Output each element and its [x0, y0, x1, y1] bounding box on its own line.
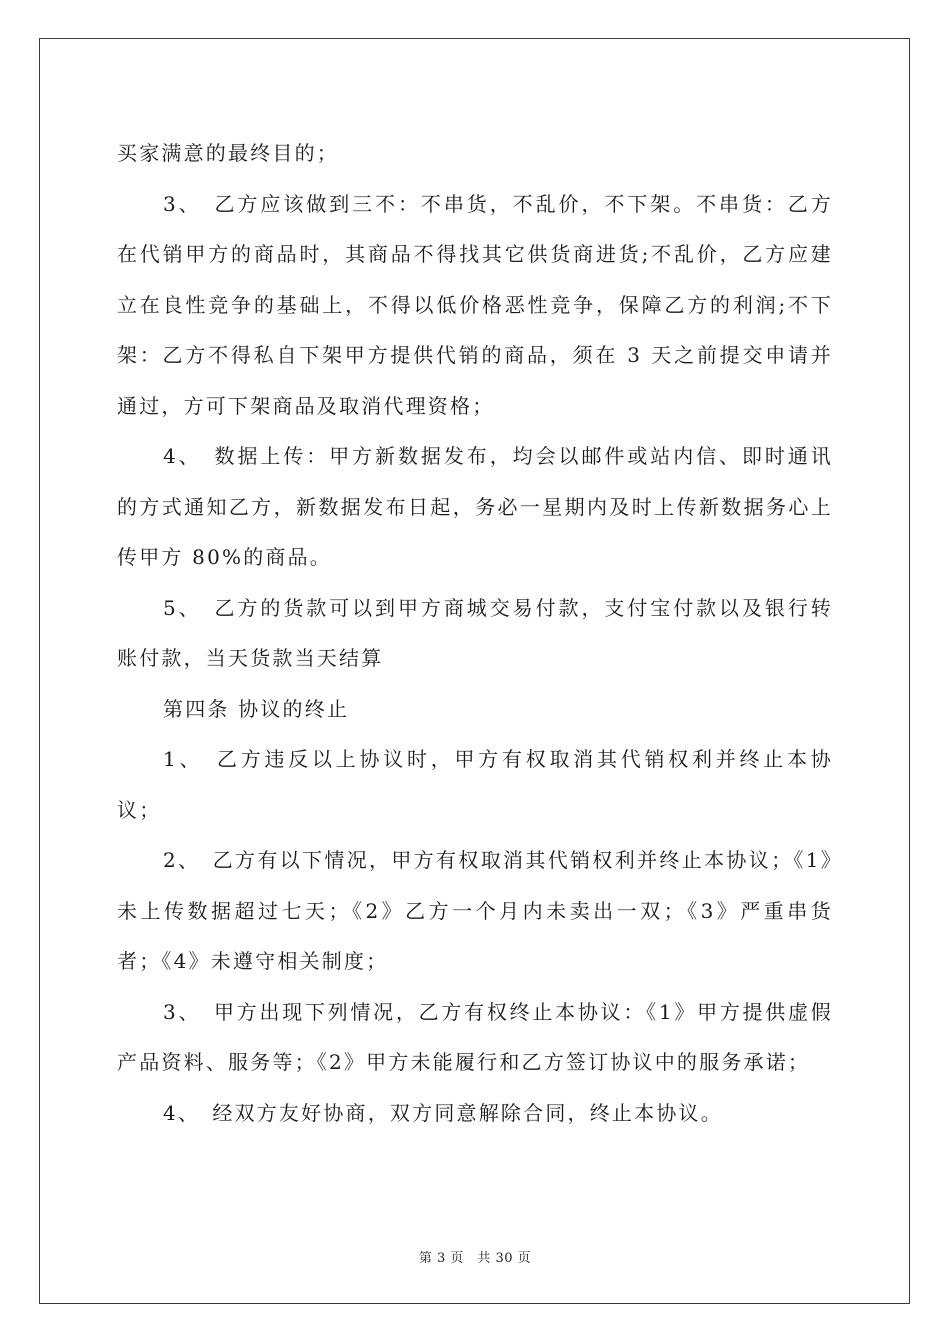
- paragraph: 5、 乙方的货款可以到甲方商城交易付款，支付宝付款以及银行转账付款，当天货款当天结算: [117, 595, 833, 670]
- document-body: [117, 128, 833, 1138]
- paragraph: 3、 乙方应该做到三不：不串货，不乱价，不下架。不串货：乙方在代销甲方的商品时，其商品不得找其它供货商进货;不乱价，乙方应建立在良性竞争的基础上，不得以低价格恶性竞争，保障乙方的利润;不下架：乙方不得私自下架甲方提供代销的商品，须在 3 天之前提交申请并通过，方可下架商品及取消代理资格；: [117, 191, 833, 418]
- paragraph: 2、 乙方有以下情况，甲方有权取消其代销权利并终止本协议；《1》未上传数据超过七天；《2》乙方一个月内未卖出一双；《3》严重串货者；《4》未遵守相关制度；: [117, 848, 833, 973]
- paragraph: 4、 数据上传：甲方新数据发布，均会以邮件或站内信、即时通讯的方式通知乙方，新数据发布日起，务必一星期内及时上传新数据务心上传甲方 80%的商品。: [117, 444, 833, 569]
- section-heading: 第四条 协议的终止: [163, 696, 350, 721]
- paragraph: 4、 经双方友好协商，双方同意解除合同，终止本协议。: [163, 1100, 723, 1125]
- paragraph: 1、 乙方违反以上协议时，甲方有权取消其代销权利并终止本协议；: [117, 747, 833, 822]
- paragraph: 买家满意的最终目的；: [117, 141, 339, 165]
- page-number-footer: [0, 1247, 950, 1266]
- paragraph: 3、 甲方出现下列情况，乙方有权终止本协议：《1》甲方提供虚假产品资料、服务等；《2》甲方未能履行和乙方签订协议中的服务承诺；: [117, 999, 833, 1074]
- page-number-label: 第 3 页 共 30 页: [418, 1251, 532, 1266]
